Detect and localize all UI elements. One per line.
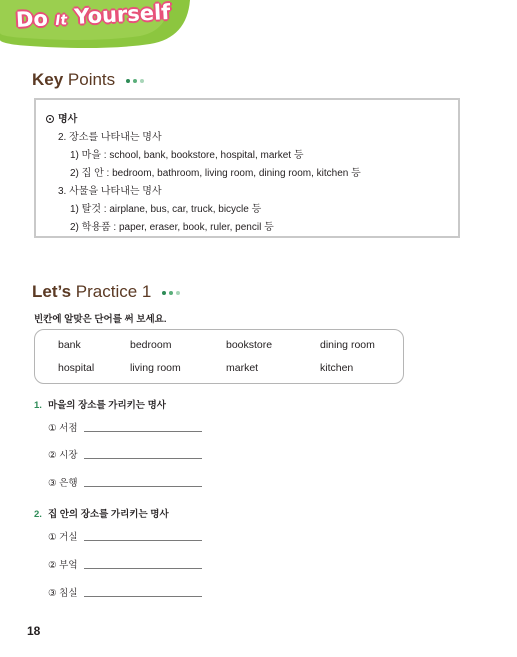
word-bank-item: bookstore: [226, 339, 273, 351]
key-points-heading: 명사: [46, 110, 77, 125]
question-1-item: ② 시장: [48, 450, 78, 461]
question-1-item: ① 서점: [48, 423, 78, 434]
word-bank-item: market: [226, 362, 259, 374]
word-bank-item: hospital: [58, 362, 95, 374]
question-2-item: ① 거실: [48, 532, 78, 543]
question-1-text: 마을의 장소를 가리키는 명사: [47, 400, 166, 411]
question-1-title: [34, 397, 166, 411]
word-bank-box: [34, 329, 404, 384]
key-point-line: 1) 탈것 : airplane, bus, car, truck, bicycle 등: [70, 204, 262, 215]
practice-title-bold: Let’s: [32, 282, 72, 301]
banner-word-it: It: [54, 12, 68, 29]
answer-blank[interactable]: [84, 458, 202, 459]
key-points-title: [32, 70, 147, 91]
answer-blank[interactable]: [84, 486, 202, 487]
key-points-title-rest: Points: [63, 70, 116, 89]
question-2-number: 2.: [34, 509, 42, 520]
word-bank-item: living room: [130, 362, 181, 374]
answer-blank[interactable]: [84, 540, 202, 541]
bullet-icon: [46, 115, 54, 123]
key-point-line: 2) 집 안 : bedroom, bathroom, living room, dining room, kitchen 등: [70, 168, 361, 179]
answer-blank[interactable]: [84, 568, 202, 569]
word-bank-item: kitchen: [320, 362, 354, 374]
key-points-title-bold: Key: [32, 70, 64, 89]
practice-title-rest: Practice 1: [71, 282, 152, 301]
question-1-number: 1.: [34, 400, 42, 411]
banner-word-yourself: Yourself: [73, 0, 171, 29]
key-point-line: 1) 마을 : school, bank, bookstore, hospital, market 등: [70, 150, 304, 161]
question-1-item: ③ 은행: [48, 478, 78, 489]
question-2-title: [34, 506, 169, 520]
practice-title: [32, 282, 183, 303]
key-point-line: 3. 사물을 나타내는 명사: [58, 186, 162, 197]
answer-blank[interactable]: [84, 431, 202, 432]
title-dots-icon: [162, 283, 183, 303]
key-point-line: 2) 학용품 : paper, eraser, book, ruler, pencil 등: [70, 222, 274, 233]
word-bank-item: bank: [58, 339, 81, 351]
question-2-item: ② 부엌: [48, 560, 78, 571]
word-bank-item: dining room: [320, 339, 375, 351]
title-dots-icon: [126, 71, 147, 91]
question-2-item: ③ 침실: [48, 588, 78, 599]
key-point-line: 2. 장소를 나타내는 명사: [58, 132, 162, 143]
question-2-text: 집 안의 장소를 가리키는 명사: [47, 509, 169, 520]
instruction-text: 빈칸에 알맞은 단어를 써 보세요.: [34, 314, 167, 325]
answer-blank[interactable]: [84, 596, 202, 597]
page-number: 18: [27, 624, 41, 638]
banner-word-do: Do: [15, 6, 49, 32]
word-bank-item: bedroom: [130, 339, 172, 351]
